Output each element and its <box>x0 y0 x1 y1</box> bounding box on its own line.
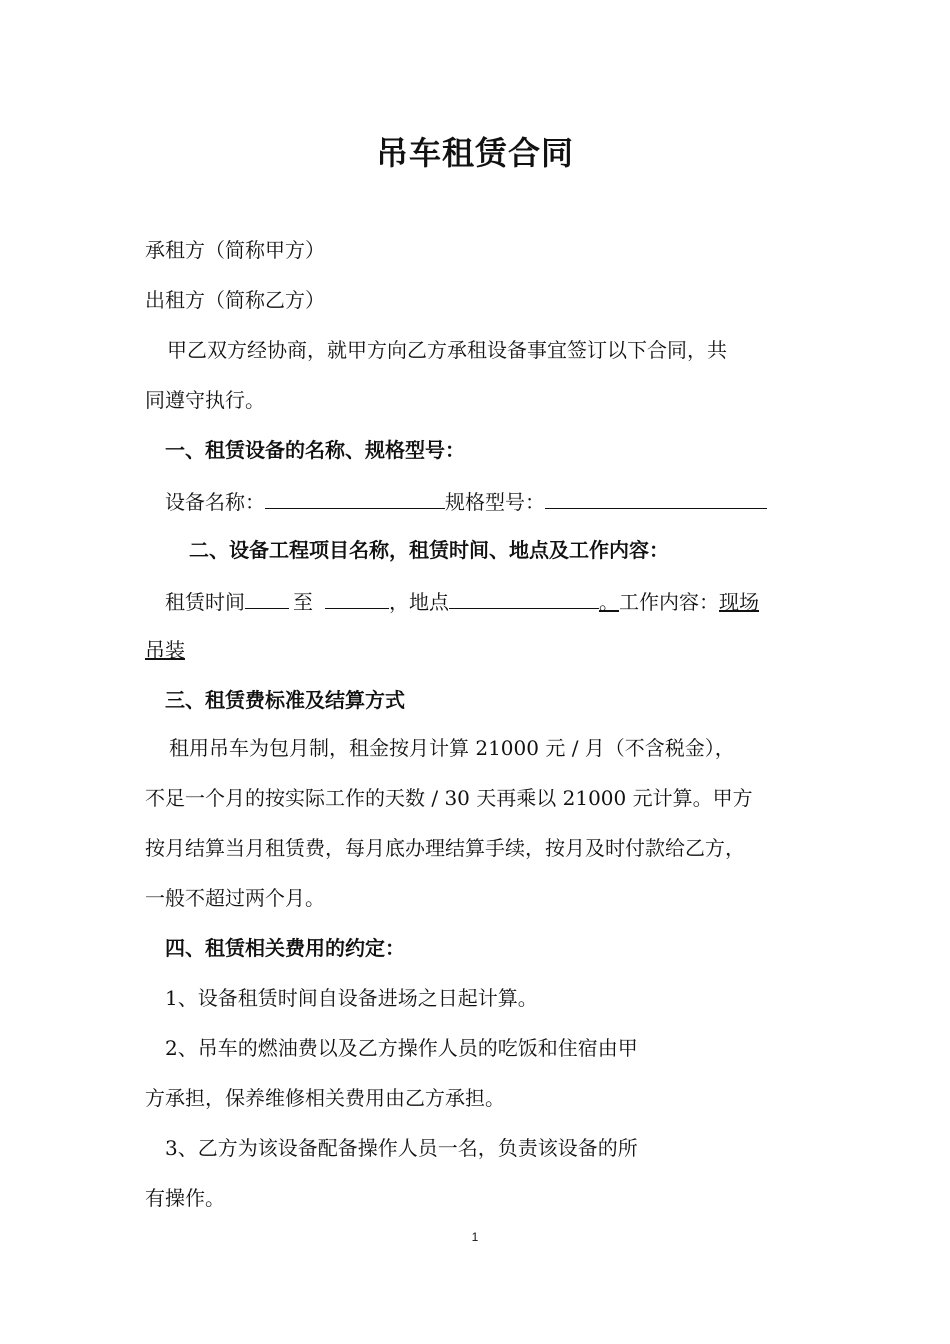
intro-line-1: 甲乙双方经协商，就甲方向乙方承租设备事宜签订以下合同，共 <box>167 338 727 362</box>
section-4-item-1: 1、设备租赁时间自设备进场之日起计算。 <box>165 986 538 1010</box>
end-date-blank <box>325 586 389 609</box>
section-4-item-2-line-2: 方承担，保养维修相关费用由乙方承担。 <box>145 1086 505 1110</box>
place-blank <box>449 586 599 609</box>
section-4-heading: 四、租赁相关费用的约定： <box>165 936 405 960</box>
section-3-line-2: 不足一个月的按实际工作的天数 / 30 天再乘以 21000 元计算。甲方 <box>145 786 753 810</box>
intro-line-2: 同遵守执行。 <box>145 388 265 412</box>
work-content-label: 工作内容： <box>619 590 719 614</box>
section-2-heading: 二、设备工程项目名称，租赁时间、地点及工作内容： <box>189 538 669 562</box>
work-content-value-2: 吊装 <box>145 638 185 662</box>
page-number: 1 <box>471 1230 479 1244</box>
lessee-line: 承租方（简称甲方） <box>145 238 325 262</box>
place-label: ，地点 <box>389 590 449 614</box>
start-date-blank <box>245 586 289 609</box>
document-title: 吊车租赁合同 <box>375 134 574 172</box>
model-label: 规格型号： <box>445 490 545 514</box>
equipment-name-blank <box>265 486 445 509</box>
model-blank <box>545 486 767 509</box>
rental-time-label: 租赁时间 <box>165 590 245 614</box>
equipment-name-label: 设备名称： <box>165 490 265 514</box>
rental-time-line <box>145 586 845 616</box>
section-3-heading: 三、租赁费标准及结算方式 <box>165 688 405 712</box>
section-4-item-3-line-1: 3、乙方为该设备配备操作人员一名，负责该设备的所 <box>165 1136 638 1160</box>
section-3-line-4: 一般不超过两个月。 <box>145 886 325 910</box>
lessor-line: 出租方（简称乙方） <box>145 288 325 312</box>
section-1-heading: 一、租赁设备的名称、规格型号： <box>165 438 465 462</box>
section-4-item-2-line-1: 2、吊车的燃油费以及乙方操作人员的吃饭和住宿由甲 <box>165 1036 638 1060</box>
equipment-line <box>145 486 845 516</box>
to-label: 至 <box>293 590 313 614</box>
work-content-value-1: 现场 <box>719 590 759 614</box>
section-4-item-3-line-2: 有操作。 <box>145 1186 225 1210</box>
place-period: 。 <box>599 590 619 614</box>
section-3-line-1: 租用吊车为包月制，租金按月计算 21000 元 / 月（不含税金）， <box>169 736 735 760</box>
section-3-line-3: 按月结算当月租赁费，每月底办理结算手续，按月及时付款给乙方， <box>145 836 745 860</box>
